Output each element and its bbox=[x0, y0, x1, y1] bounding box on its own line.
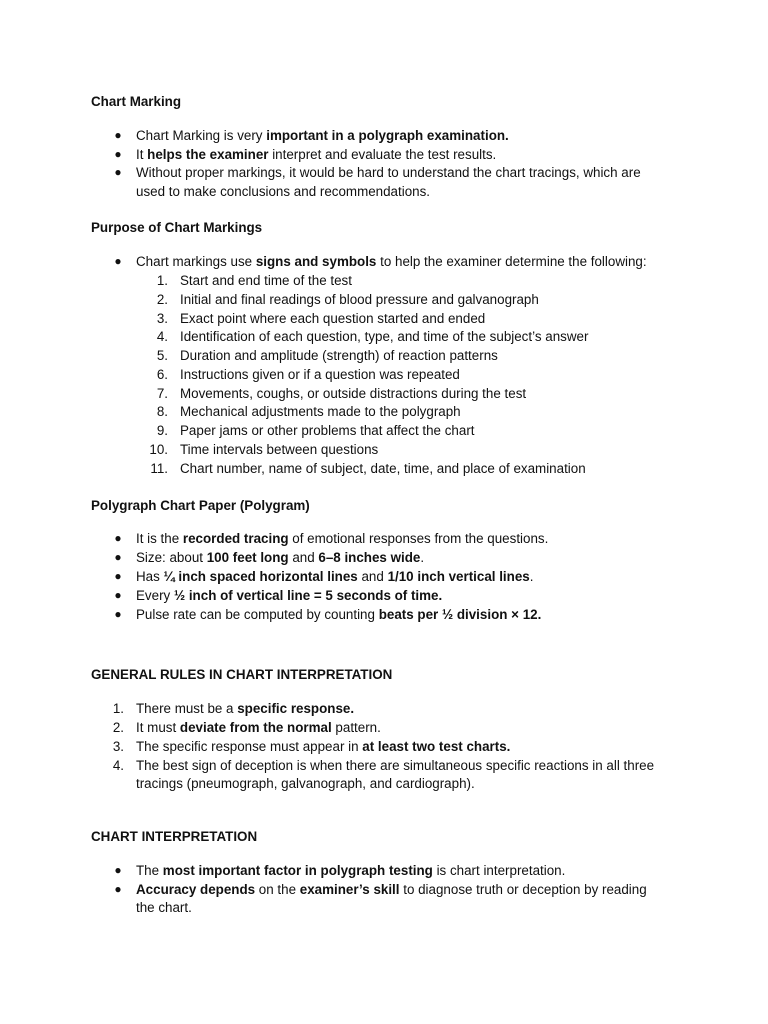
list-item: Time intervals between questions bbox=[180, 442, 379, 457]
list-number: 3. bbox=[112, 739, 124, 754]
list-item-continuation: used to make conclusions and recommendations. bbox=[136, 184, 431, 199]
bullet-icon: ● bbox=[114, 863, 122, 877]
bullet-icon: ● bbox=[114, 147, 122, 161]
bullet-icon: ● bbox=[114, 531, 122, 545]
list-number: 3. bbox=[156, 311, 168, 326]
list-number: 1. bbox=[156, 273, 168, 288]
list-item: Chart markings use signs and symbols to help the examiner determine the following: bbox=[136, 254, 647, 269]
list-number: 9. bbox=[156, 423, 168, 438]
bullet-icon: ● bbox=[114, 254, 122, 268]
list-item: Without proper markings, it would be hard to understand the chart tracings, which are bbox=[136, 165, 641, 180]
list-item: Every ½ inch of vertical line = 5 seconds of time. bbox=[136, 588, 443, 603]
list-item: Initial and final readings of blood pressure and galvanograph bbox=[180, 292, 539, 307]
list-item: Chart number, name of subject, date, time, and place of examination bbox=[180, 461, 586, 476]
list-item: Chart Marking is very important in a polygraph examination. bbox=[136, 128, 509, 143]
list-item: Has ¼ inch spaced horizontal lines and 1/10 inch vertical lines. bbox=[136, 569, 534, 584]
bullet-icon: ● bbox=[114, 588, 122, 602]
bullet-icon: ● bbox=[114, 569, 122, 583]
list-number: 8. bbox=[156, 404, 168, 419]
heading-chart-marking: Chart Marking bbox=[91, 94, 182, 109]
list-number: 1. bbox=[112, 701, 124, 716]
list-item: It must deviate from the normal pattern. bbox=[136, 720, 381, 735]
list-item: The most important factor in polygraph testing is chart interpretation. bbox=[136, 863, 566, 878]
list-item: Exact point where each question started and ended bbox=[180, 311, 486, 326]
list-number: 2. bbox=[112, 720, 124, 735]
list-item: Movements, coughs, or outside distractions during the test bbox=[180, 386, 527, 401]
list-item: Accuracy depends on the examiner’s skill to diagnose truth or deception by reading bbox=[136, 882, 647, 897]
list-item: Identification of each question, type, and time of the subject’s answer bbox=[180, 329, 589, 344]
list-item: It helps the examiner interpret and evaluate the test results. bbox=[136, 147, 497, 162]
bullet-icon: ● bbox=[114, 882, 122, 896]
heading-chart-interpretation: CHART INTERPRETATION bbox=[91, 829, 258, 844]
bullet-icon: ● bbox=[114, 607, 122, 621]
list-item-continuation: tracings (pneumograph, galvanograph, and cardiograph). bbox=[136, 776, 475, 791]
list-item: Size: about 100 feet long and 6–8 inches wide. bbox=[136, 550, 425, 565]
heading-purpose: Purpose of Chart Markings bbox=[91, 220, 263, 235]
bullet-icon: ● bbox=[114, 128, 122, 142]
list-item: It is the recorded tracing of emotional responses from the questions. bbox=[136, 531, 549, 546]
list-item: The best sign of deception is when there are simultaneous specific reactions in all three bbox=[136, 758, 655, 773]
heading-polygram: Polygraph Chart Paper (Polygram) bbox=[91, 498, 310, 513]
heading-general-rules: GENERAL RULES IN CHART INTERPRETATION bbox=[91, 667, 393, 682]
list-number: 10. bbox=[149, 442, 168, 457]
list-number: 4. bbox=[156, 329, 168, 344]
list-number: 5. bbox=[156, 348, 168, 363]
list-number: 4. bbox=[112, 758, 124, 773]
list-item-continuation: the chart. bbox=[136, 900, 192, 915]
list-item: There must be a specific response. bbox=[136, 701, 355, 716]
bullet-icon: ● bbox=[114, 165, 122, 179]
list-item: Paper jams or other problems that affect the chart bbox=[180, 423, 475, 438]
list-number: 11. bbox=[150, 461, 168, 476]
list-item: Start and end time of the test bbox=[180, 273, 352, 288]
list-item: Mechanical adjustments made to the polygraph bbox=[180, 404, 461, 419]
bullet-icon: ● bbox=[114, 550, 122, 564]
list-item: Duration and amplitude (strength) of reaction patterns bbox=[180, 348, 498, 363]
list-item: Instructions given or if a question was repeated bbox=[180, 367, 460, 382]
list-item: The specific response must appear in at least two test charts. bbox=[136, 739, 511, 754]
list-number: 7. bbox=[156, 386, 168, 401]
list-number: 6. bbox=[156, 367, 168, 382]
list-number: 2. bbox=[156, 292, 168, 307]
list-item: Pulse rate can be computed by counting beats per ½ division × 12. bbox=[136, 607, 542, 622]
